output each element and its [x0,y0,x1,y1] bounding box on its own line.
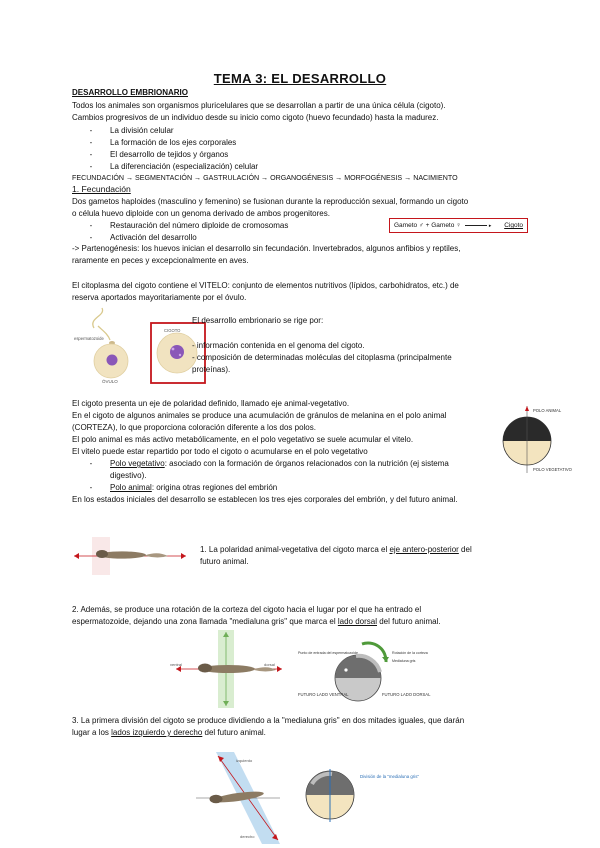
polaridad-5: El vitelo puede estar repartido por todo el cigoto o acumularse en el polo vegetativo [72,447,368,456]
rige-item-3: proteínas). [192,365,231,374]
list-item: - Polo vegetativo: asociado con la formación de órganos relacionados con la nutrición (ej sistema [89,459,449,468]
zygote-label: CIGOTO [164,328,181,333]
zygote-nucleus-icon [170,345,184,359]
axis-lr-figure [190,752,286,844]
polaridad-2: En el cigoto de algunos animales se produce una acumulación de gránulos de melanina en el polo animal [72,411,447,420]
list-item: - La formación de los ejes corporales [89,138,237,147]
axis-dv-figure [170,630,290,708]
fecundacion-text-2: o célula huevo diploide con un genoma derivado de ambos progenitores. [72,209,330,218]
fecundacion-text-1: Dos gametos haploides (masculino y femenino) se fusionan durante la reproducción sexual, formando un cigoto [72,197,469,206]
point2-line1: 2. Además, se produce una rotación de la corteza del cigoto hacia el lugar por el que ha entrado el [72,605,422,614]
sperm-entry-label: Punto de entrada del espermatozoide [298,651,358,655]
first-division-figure [302,764,420,828]
polaridad-1: El cigoto presenta un eje de polaridad definido, llamado eje animal-vegetativo. [72,399,350,408]
gametes-formula-box: Gameto ♂ + Gameto ♀ ▸ Cigoto [389,218,528,233]
left-axis-label: izquierdo [236,758,253,763]
polo-animal-label: POLO ANIMAL [533,408,562,413]
section-heading: DESARROLLO EMBRIONARIO [72,88,188,97]
oocyte-label: ÓVULO [102,379,118,384]
dorsal-label: FUTURO LADO DORSAL [382,692,431,697]
vitelo-text-2: reserva aportados mayoritariamente por el óvulo. [72,293,247,302]
stages-sequence: FECUNDACIÓN → SEGMENTACIÓN → GASTRULACIÓN → ORGANOGÉNESIS → MORFOGÉNESIS → NACIMIENTO [72,174,458,182]
page-title: TEMA 3: EL DESARROLLO [213,71,387,86]
list-item: - Activación del desarrollo [89,233,197,242]
rige-heading: El desarrollo embrionario se rige por: [192,316,324,325]
list-item: - La diferenciación (especialización) celular [89,162,259,171]
intro-line-1: Todos los animales son organismos pluricelulares que se desarrollan a partir de una única célula (cigoto). [72,101,446,110]
fecundacion-heading: 1. Fecundación [72,184,131,194]
polo-vegetativo-label: POLO VEGETATIVO [533,467,572,472]
sperm-label: espermatozoide [74,336,104,341]
crescent-label: Medialuna gris [392,659,416,663]
parthenogenesis-1: -> Partenogénesis: los huevos inician el desarrollo sin fecundación. Invertebrados, algunos anfibios y reptiles, [72,244,461,253]
ventral-axis-label: ventral [170,662,183,667]
division-label: División de la "medialuna gris" [360,774,420,779]
arrow-right-icon [277,666,282,672]
cigoto-label: Cigoto [504,222,523,229]
polaridad-4: El polo animal es más activo metabólicamente, en el polo vegetativo se suele acumular el vitelo. [72,435,414,444]
list-item: - El desarrollo de tejidos y órganos [89,150,229,159]
rige-item-1: - información contenida en el genoma del cigoto. [192,341,365,350]
point3-line1: 3. La primera división del cigoto se produce dividiendo a la "medialuna gris" en dos mitades iguales, que darán [72,716,465,725]
poles-figure [500,403,572,475]
point1-line2: futuro animal. [200,557,249,566]
rotation-label: Rotación de la corteza [392,651,428,655]
arrow-icon [465,225,487,226]
list-item: - Restauración del número diploide de cromosomas [89,221,289,230]
ejes-text: En los estados iniciales del desarrollo se establecen los tres ejes corporales del embrión, y del futuro animal. [72,495,458,504]
nucleus-icon [107,355,118,366]
gamete-male-label: Gameto ♂ [394,222,424,229]
point2-line2: espermatozoide, dejando una zona llamada "medialuna gris" que marca el lado dorsal del futuro animal. [72,617,441,626]
vitelo-text-1: El citoplasma del cigoto contiene el VITELO: conjunto de elementos nutritivos (lípidos, carbohidratos, etc.) de [72,281,459,290]
list-item: - Polo animal: origina otras regiones del embrión [89,483,278,492]
sperm-tail-icon [93,308,103,328]
point1-line1: 1. La polaridad animal-vegetativa del cigoto marca el eje antero-posterior del [200,545,472,554]
right-axis-label: derecho [240,834,255,839]
arrow-right-icon [181,553,186,559]
axis-ap-figure [72,537,188,575]
rige-item-2: - composición de determinadas moléculas del citoplasma (principalmente [192,353,452,362]
polaridad-3: (CORTEZA), lo que proporciona coloración diferente a los dos polos. [72,423,316,432]
intro-line-2: Cambios progresivos de un individuo desde su inicio como cigoto (huevo fecundado) hasta la madurez. [72,113,439,122]
ventral-label: FUTURO LADO VENTRAL [298,692,349,697]
dorsal-axis-label: dorsal [264,662,275,667]
gamete-female-label: Gameto ♀ [431,222,462,229]
gray-crescent-figure [296,640,442,710]
parthenogenesis-2: raramente en peces y excepcionalmente en aves. [72,256,249,265]
arrow-left-icon [74,553,79,559]
polo-vegetativo-cont: digestivo). [110,471,147,480]
point3-line2: lugar a los lados izquierdo y derecho del futuro animal. [72,728,266,737]
list-item: - La división celular [89,126,174,135]
